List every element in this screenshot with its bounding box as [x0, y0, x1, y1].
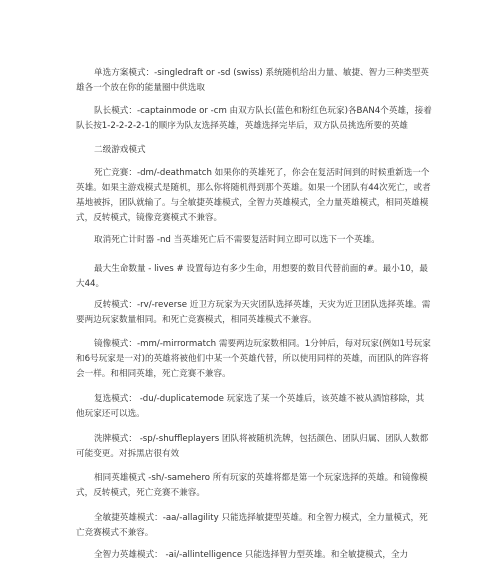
paragraph-single-draft: 单选方案模式：-singledraft or -sd (swiss) 系统随机给出力量、敏捷、智力三种类型英雄各一个放在你的能量圈中供选取 — [76, 68, 429, 93]
paragraph-all-intelligence: 全智力英雄模式： -ai/-allintelligence 只能选择智力型英雄。和全敏捷模式，全力 — [94, 550, 409, 560]
paragraph-max-lives: 最大生命数量 - lives # 设置每边有多少生命，用想要的数目代替前面的#。最小10，最大44。 — [76, 264, 428, 289]
section-heading-secondary-modes: 二级游戏模式 — [94, 145, 146, 155]
paragraph-shuffle-players: 洗牌模式： -sp/-shuffleplayers 团队将被随机洗牌，包括颜色、团队归属、团队人数都可能变更。对拆黑店很有效 — [76, 434, 429, 459]
paragraph-same-hero: 相同英雄模式 -sh/-samehero 所有玩家的英雄将都是第一个玩家选择的英雄。和镜像模式，反转模式，死亡竞赛不兼容。 — [76, 473, 428, 498]
paragraph-no-death-timer: 取消死亡计时器 -nd 当英雄死亡后不需要复活时间立即可以选下一个英雄。 — [94, 235, 380, 245]
paragraph-mirror-match: 镜像模式：-mm/-mirrormatch 需要两边玩家数相同。1分钟后，每对玩家(例如1号玩家和6号玩家是一对)的英雄将被他们中某一个英雄代替，所以使用同样的英雄，而团队的阵容将会一样。和相同英雄，死亡竞赛不兼容。 — [76, 339, 431, 379]
paragraph-deathmatch: 死亡竞赛：-dm/-deathmatch 如果你的英雄死了，你会在复活时间到的时候重新选一个英雄。如果主游戏模式是随机，那么你将随机得到那个英雄。如果一个团队有44次死亡，或者基地被拆，团队就输了。与全敏捷英雄模式，全智力英雄模式，全力量英雄模式，相同英雄模式，反转模式，镜像竞赛模式不兼容。 — [76, 168, 431, 223]
paragraph-duplicate-mode: 复选模式： -du/-duplicatemode 玩家选了某一个英雄后，该英雄不被从酒馆移除，其他玩家还可以选。 — [76, 394, 425, 419]
paragraph-all-agility: 全敏捷英雄模式：-aa/-allagility 只能选择敏捷型英雄。和全智力模式，全力量模式，死亡竞赛模式不兼容。 — [76, 513, 428, 538]
paragraph-reverse-mode: 反转模式：-rv/-reverse 近卫方玩家为天灾团队选择英雄，天灾为近卫团队选择英雄。需要两边玩家数量相同。和死亡竞赛模式，相同英雄模式不兼容。 — [76, 300, 431, 325]
paragraph-captain-mode: 队长模式：-captainmode or -cm 由双方队长(蓝色和粉红色玩家)各BAN4个英雄，接着队长按1-2-2-2-2-1的顺序为队友选择英雄，英雄选择完毕后，双方队员挑选所要的英雄 — [76, 106, 432, 131]
